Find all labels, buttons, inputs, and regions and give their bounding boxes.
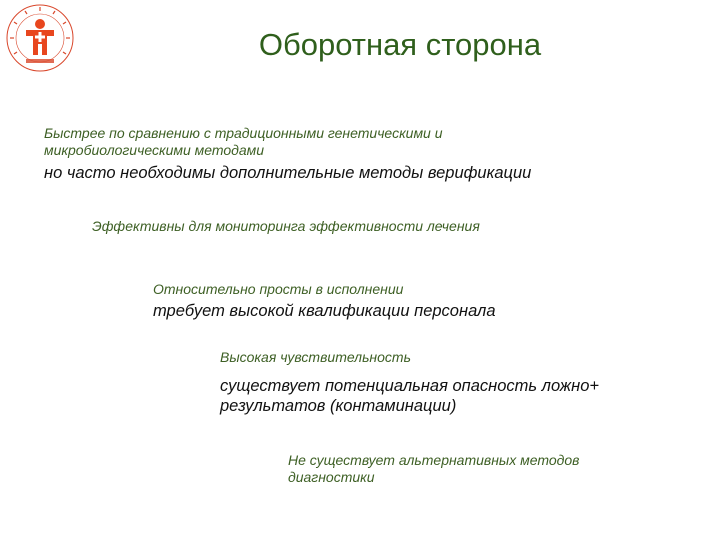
text-line: но часто необходимы дополнительные методы верификации xyxy=(44,164,532,182)
text-line: требует высокой квалификации персонала xyxy=(153,302,496,320)
advantage-text xyxy=(288,452,579,486)
advantage-text xyxy=(44,125,443,159)
text-line: Высокая чувствительность xyxy=(220,349,411,365)
text-line: результатов (контаминации) xyxy=(220,397,457,415)
page-title: Оборотная сторона xyxy=(258,27,542,62)
drawback-text xyxy=(153,301,496,321)
advantage-text xyxy=(220,349,411,366)
drawback-text xyxy=(44,163,531,183)
text-line: Эффективны для мониторинга эффективности лечения xyxy=(92,218,480,234)
text-line: Быстрее по сравнению с традиционными генетическими и xyxy=(44,125,443,141)
text-line: диагностики xyxy=(288,469,375,485)
advantage-text xyxy=(153,281,403,298)
child-figure-logo-icon xyxy=(4,2,76,74)
text-line: микробиологическими методами xyxy=(44,142,265,158)
hospital-logo xyxy=(4,2,76,74)
text-line: Относительно просты в исполнении xyxy=(153,281,404,297)
text-line: существует потенциальная опасность ложно+ xyxy=(220,377,600,395)
drawback-text xyxy=(220,376,599,416)
advantage-text xyxy=(92,218,480,235)
text-line: Не существует альтернативных методов xyxy=(288,452,580,468)
